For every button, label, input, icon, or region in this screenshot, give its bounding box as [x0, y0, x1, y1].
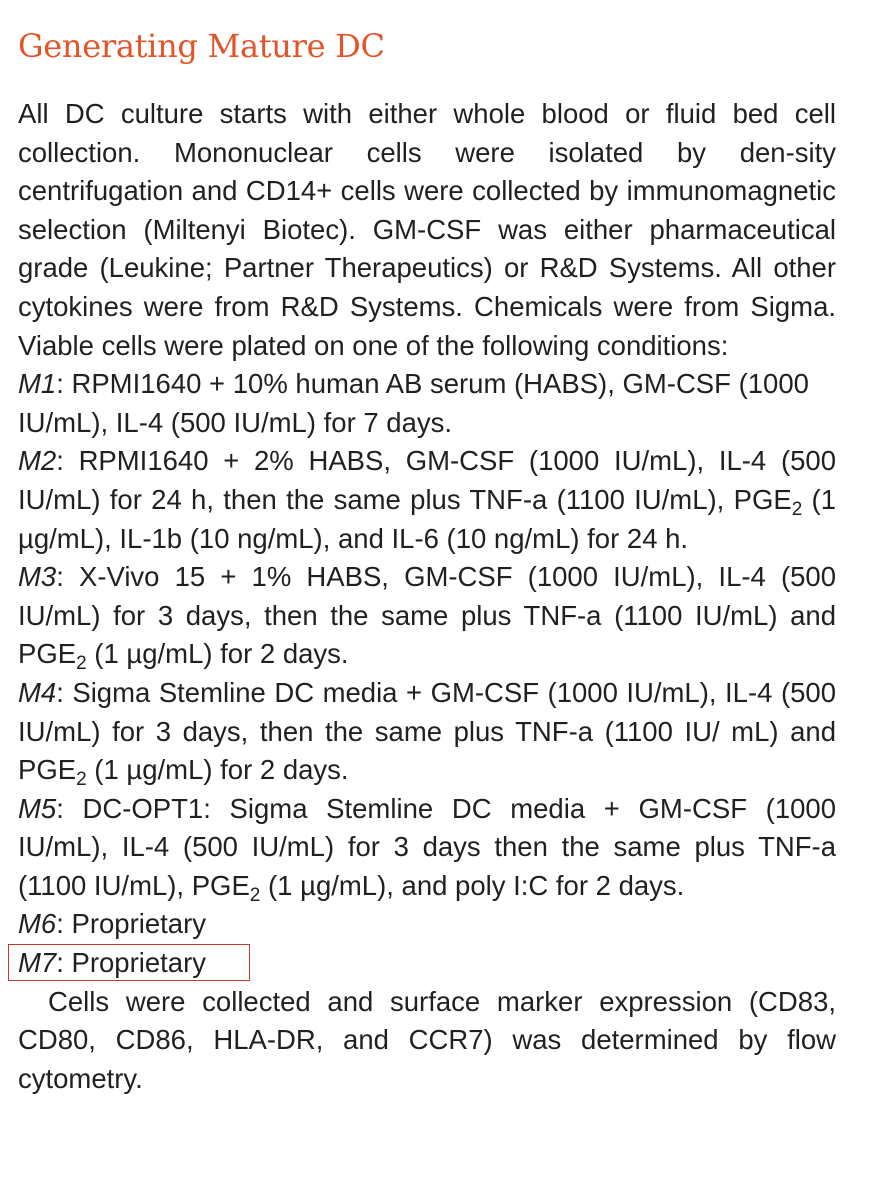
condition-text: : RPMI1640 + 10% human AB serum (HABS), GM-CSF (1000 IU/mL), IL-4 (500 IU/mL) for 7 days. [18, 368, 809, 438]
condition-m4 [18, 674, 836, 790]
condition-m6 [18, 905, 836, 944]
condition-text: : Sigma Stemline DC media + GM-CSF (1000 IU/mL), IL-4 (500 IU/mL) for 3 days, then the same plus TNF-a (1100 IU/ mL) and PGE [18, 676, 836, 786]
subscript: 2 [791, 498, 803, 520]
intro-paragraph: All DC culture starts with either whole blood or fluid bed cell collection. Mononuclear cells were isolated by den-sity centrifugation and CD14+ cells were collected by immunomagnetic selection (Miltenyi Biotec). GM-CSF was either pharmaceutical grade (Leukine; Partner Therapeutics) or R&D Systems. All other cytokines were from R&D Systems. Chemicals were from Sigma. Viable cells were plated on one of the following conditions: [18, 98, 836, 361]
condition-m2 [18, 442, 836, 558]
condition-label: M4 [18, 676, 57, 708]
subscript: 2 [249, 884, 261, 906]
highlight-box [8, 944, 250, 981]
closing-paragraph: Cells were collected and surface marker expression (CD83, CD80, CD86, HLA-DR, and CCR7) was determined by flow cytometry. [18, 985, 836, 1094]
condition-text: : DC-OPT1: Sigma Stemline DC media + GM-CSF (1000 IU/mL), IL-4 (500 IU/mL) for 3 days then the same plus TNF-a (1100 IU/mL), PGE [18, 792, 836, 901]
subscript: 2 [76, 769, 87, 791]
condition-text: : X-Vivo 15 + 1% HABS, GM-CSF (1000 IU/mL), IL-4 (500 IU/mL) for 3 days, then the same plus TNF-a (1100 IU/mL) and PGE [18, 561, 836, 670]
condition-label: M2 [18, 445, 57, 477]
highlighted-condition [18, 944, 206, 983]
condition-label: M5 [18, 792, 57, 824]
condition-m7 [18, 944, 836, 983]
condition-text: (1 µg/mL) for 2 days. [86, 638, 349, 670]
condition-text: : RPMI1640 + 2% HABS, GM-CSF (1000 IU/mL), IL-4 (500 IU/mL) for 24 h, then the same plus TNF-a (1100 IU/mL), PGE [18, 445, 836, 515]
condition-text: (1 µg/mL) for 2 days. [86, 754, 349, 786]
section-body [18, 95, 836, 1098]
condition-text: : Proprietary [56, 947, 206, 979]
condition-label: M7 [18, 947, 57, 979]
condition-m1 [18, 365, 836, 442]
condition-m3 [18, 558, 836, 674]
condition-text: (1 µg/mL), IL-1b (10 ng/mL), and IL-6 (10 ng/mL) for 24 h. [18, 483, 837, 554]
condition-label: M6 [18, 908, 57, 940]
condition-label: M1 [18, 368, 57, 400]
condition-label: M3 [18, 561, 57, 593]
condition-text: (1 µg/mL), and poly I:C for 2 days. [260, 869, 685, 901]
subscript: 2 [76, 653, 87, 675]
condition-m5 [18, 790, 836, 906]
condition-text: : Proprietary [56, 908, 206, 940]
section-title: Generating Mature DC [18, 27, 385, 65]
